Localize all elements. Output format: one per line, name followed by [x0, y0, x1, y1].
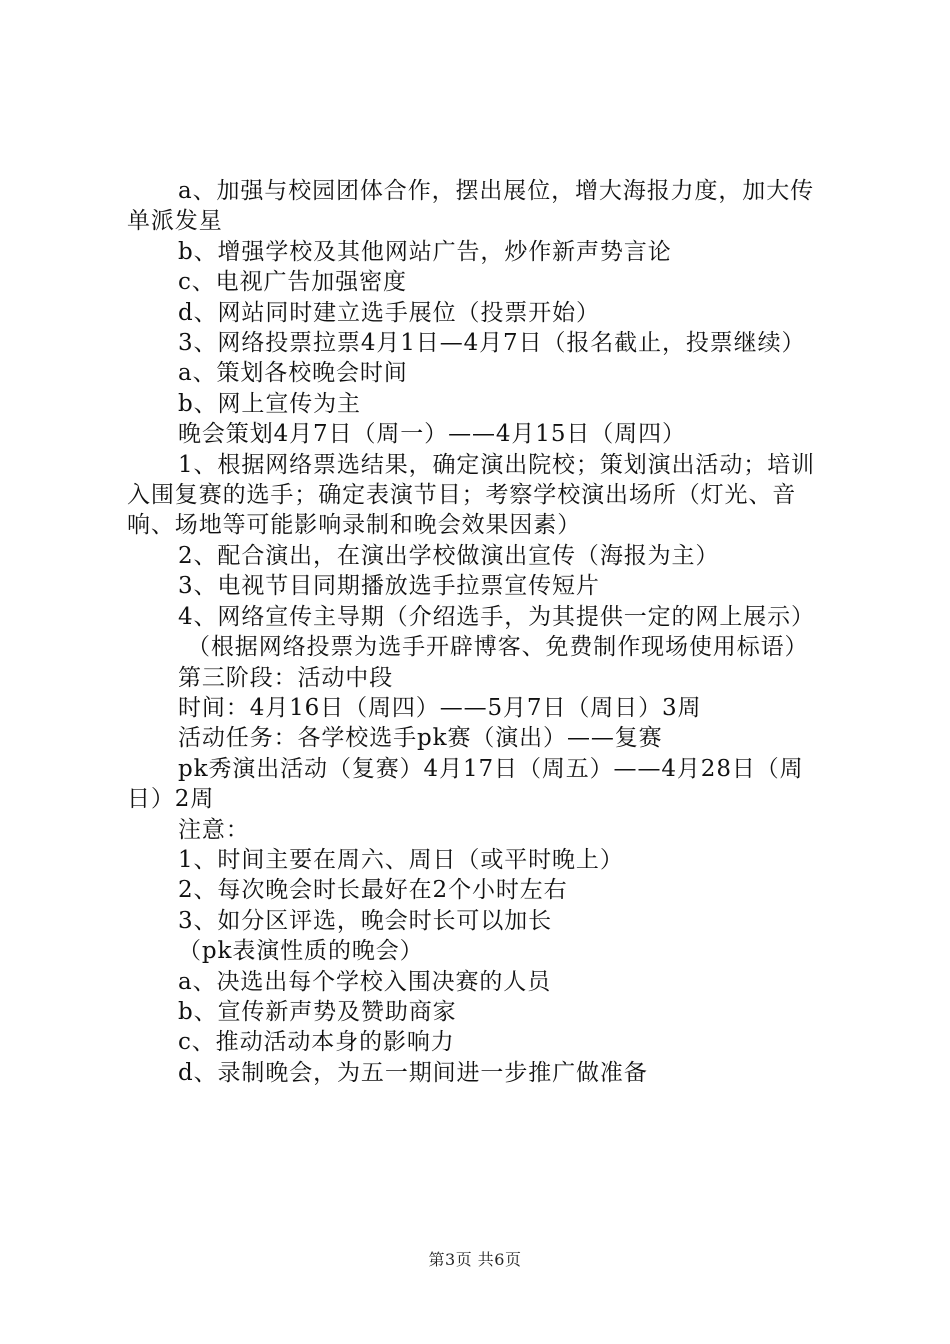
page-number-footer: 第3页 共6页 — [428, 1250, 522, 1269]
paragraph-6: a、策划各校晚会时间 — [178, 360, 408, 387]
paragraph-7: b、网上宣传为主 — [178, 390, 361, 417]
paragraph-26: d、录制晚会，为五一期间进一步推广做准备 — [178, 1059, 648, 1086]
paragraph-8: 晚会策划4月7日（周一）——4月15日（周四） — [178, 421, 686, 448]
paragraph-1: a、加强与校园团体合作，摆出展位，增大海报力度，加大传单派发星 — [127, 178, 815, 235]
paragraph-9: 1、根据网络票选结果，确定演出院校；策划演出活动；培训入围复赛的选手；确定表演节目；考察学校演出场所（灯光、音响、场地等可能影响录制和晚会效果因素） — [127, 451, 815, 539]
paragraph-21: 3、如分区评选，晚会时长可以加长 — [178, 907, 553, 934]
paragraph-5: 3、网络投票拉票4月1日—4月7日（报名截止，投票继续） — [178, 330, 806, 357]
paragraph-14: 第三阶段：活动中段 — [178, 664, 394, 691]
paragraph-17: pk秀演出活动（复赛）4月17日（周五）——4月28日（周日）2周 — [127, 755, 804, 813]
paragraph-10: 2、配合演出，在演出学校做演出宣传（海报为主） — [178, 542, 720, 569]
document-body — [127, 176, 837, 1088]
paragraph-3: c、电视广告加强密度 — [178, 269, 407, 296]
paragraph-23: a、决选出每个学校入围决赛的人员 — [178, 968, 552, 995]
paragraph-13: （根据网络投票为选手开辟博客、免费制作现场使用标语） — [187, 634, 809, 661]
paragraph-11: 3、电视节目同期播放选手拉票宣传短片 — [178, 573, 600, 600]
paragraph-25: c、推动活动本身的影响力 — [178, 1029, 455, 1056]
paragraph-2: b、增强学校及其他网站广告，炒作新声势言论 — [178, 238, 672, 265]
paragraph-15: 时间：4月16日（周四）——5月7日（周日）3周 — [178, 694, 702, 721]
paragraph-4: d、网站同时建立选手展位（投票开始） — [178, 299, 600, 326]
paragraph-12: 4、网络宣传主导期（介绍选手，为其提供一定的网上展示） — [178, 603, 815, 630]
paragraph-22: （pk表演性质的晚会） — [178, 938, 424, 965]
paragraph-18: 注意： — [178, 816, 250, 843]
paragraph-20: 2、每次晚会时长最好在2个小时左右 — [178, 877, 568, 904]
paragraph-16: 活动任务：各学校选手pk赛（演出）——复赛 — [178, 725, 663, 752]
paragraph-19: 1、时间主要在周六、周日（或平时晚上） — [178, 846, 624, 873]
paragraph-24: b、宣传新声势及赞助商家 — [178, 998, 457, 1025]
